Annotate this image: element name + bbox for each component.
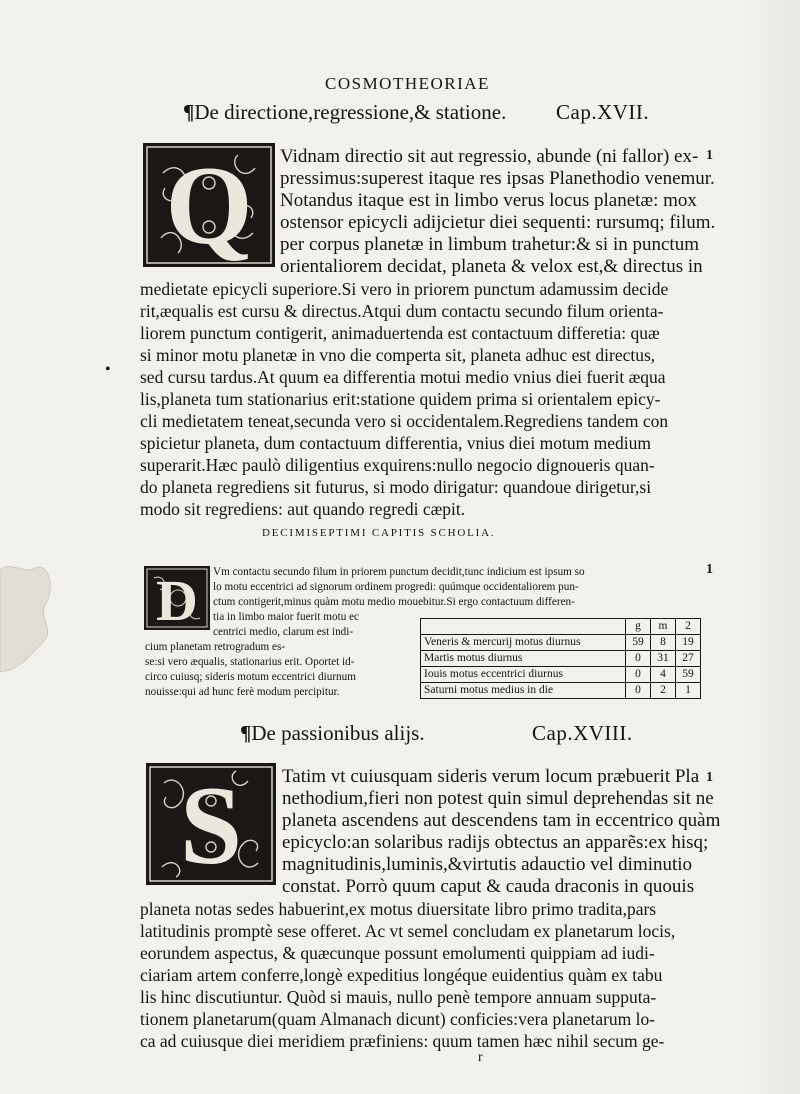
ch18-line: eorundem aspectus, & quæcunque possunt emolumenti quippiam ad iudi- [140, 943, 655, 963]
scholia-line: tia in limbo maior fuerit motu ec [213, 611, 360, 623]
ch17-line: Vidnam directio sit aut regressio, abunde (ni fallor) ex- [280, 146, 699, 167]
ch17-line: medietate epicycli superiore.Si vero in priorem punctum adamussim decide [140, 279, 669, 299]
ch18-line: ciariam artem conferre,longè expeditius longéque euidentius quàm ex tabu [140, 965, 663, 985]
table-row [421, 635, 701, 651]
table-header-row [421, 619, 701, 635]
decorated-initial-q [143, 143, 275, 267]
chapter-17-margin-number: 1 [706, 148, 713, 163]
chapter-18-number: Cap.XVIII. [532, 721, 633, 745]
ch17-line: Notandus itaque est in limbo verus locus planetæ: mox [280, 190, 697, 211]
ch17-line: pressimus:superest itaque res ipsas Planethodio venemur. [280, 168, 715, 189]
chapter-18-title: De passionibus alijs. [251, 721, 425, 745]
ch17-line: superarit.Hæc paulò diligentius exquirens:nullo negocio dignoueris quan- [140, 455, 655, 475]
pilcrow-icon: ¶ [240, 721, 252, 745]
table-header-cell [421, 619, 626, 635]
ch17-line: per corpus planetæ in limbum trahetur:& si in punctum [280, 234, 699, 255]
ch17-line: cli medietatem teneat,secunda vero si occidentalem.Regrediens tandem con [140, 411, 669, 431]
pilcrow-icon: ¶ [183, 100, 195, 124]
table-row-label: Veneris & mercurij motus diurnus [421, 635, 626, 651]
ch17-line: orientaliorem decidat, planeta & velox est,& directus in [280, 256, 703, 277]
ch18-line: planeta ascendens aut descendens tam in eccentrico quàm [282, 810, 721, 831]
scholia-line: ctum contigerit,minus quàm motu medio mouebitur.Si ergo contactuum differen- [213, 596, 575, 608]
ch18-line: ca ad cuiusque diei meridiem præfiniens: quum tamen hæc nihil secum ge- [140, 1031, 665, 1051]
table-cell: 59 [626, 635, 651, 651]
ch17-line: sed cursu tardus.At quum ea differentia motui medio vnius diei fuerit æqua [140, 367, 666, 387]
margin-dot: • [105, 361, 111, 378]
scholia-line: lo motu eccentrici ad signorum ordinem progredi: quúmque occidentaliorem pun- [213, 581, 579, 593]
daily-motion-table [420, 618, 701, 699]
table-cell: 0 [626, 683, 651, 699]
table-cell: 2 [651, 683, 676, 699]
table-row [421, 651, 701, 667]
chapter-17-title: De directione,regressione,& statione. [194, 100, 507, 124]
floral-initial-icon [146, 763, 276, 885]
ch18-line: lis hinc discutiuntur. Quòd si mauis, nullo penè tempore annuam supputa- [140, 987, 657, 1007]
ch18-line: epicyclo:an solaribus radijs obtectus an apparẽs:ex hisq; [282, 832, 709, 853]
ch17-line: rit,æqualis est cursu & directus.Atqui dum contactu secundo filum orienta- [140, 301, 664, 321]
scholia-line: nouisse:qui ad hunc ferè modum percipitur. [145, 686, 340, 698]
folio-mark: r [478, 1050, 483, 1065]
ch17-line: ostensor epicycli adijcietur diei sequenti: rursumq; filum. [280, 212, 716, 233]
table-row-label: Martis motus diurnus [421, 651, 626, 667]
ch18-line: Tatim vt cuiusquam sideris verum locum præbuerit Pla [282, 766, 700, 787]
table-cell: 4 [651, 667, 676, 683]
scholia-line: centrici medio, clarum est indi- [213, 626, 354, 638]
scholia-line: cium planetam retrogradum es- [145, 641, 286, 653]
chapter-18-heading [240, 721, 425, 746]
table-cell: 8 [651, 635, 676, 651]
table-cell: 27 [676, 651, 701, 667]
svg-text:Q: Q [165, 144, 253, 267]
table-cell: 59 [676, 667, 701, 683]
scholia-line: se:si vero æqualis, stationarius erit. Oportet id- [145, 656, 355, 668]
running-head: COSMOTHEORIAE [325, 74, 490, 93]
table-row-label: Iouis motus eccentrici diurnus [421, 667, 626, 683]
floral-initial-icon [143, 143, 275, 267]
decorated-initial-d [144, 566, 210, 630]
ch18-line: latitudinis promptè sese offeret. Ac vt semel concludam ex planetarum locis, [140, 921, 676, 941]
svg-text:D: D [156, 568, 198, 630]
decorated-initial-s [146, 763, 276, 885]
ch17-line: si minor motu planetæ in vno die comperta sit, planeta adhuc est directus, [140, 345, 656, 365]
table-cell: 0 [626, 651, 651, 667]
scholia-line: Vm contactu secundo filum in priorem punctum decidit,tunc indicium est ipsum so [213, 566, 585, 578]
chapter-17-heading [183, 100, 506, 125]
ch18-line: nethodium,fieri non potest quin simul deprehendas sit ne [282, 788, 714, 809]
table-row [421, 683, 701, 699]
floral-initial-icon [144, 566, 210, 630]
table-header-cell: g [626, 619, 651, 635]
table-header-cell: 2 [676, 619, 701, 635]
ch17-line: liorem punctum contigerit, animaduertenda est contactuum differetia: quæ [140, 323, 660, 343]
scholia-heading: DECIMISEPTIMI CAPITIS SCHOLIA. [262, 527, 496, 539]
table-row [421, 667, 701, 683]
ch17-line: lis,planeta tum stationarius erit:statione quidem prima si orientalem epicy- [140, 389, 661, 409]
table-header-cell: m [651, 619, 676, 635]
ch18-line: tionem planetarum(quam Almanach dicunt) conficies:vera planetarum lo- [140, 1009, 656, 1029]
table-cell: 0 [626, 667, 651, 683]
chapter-17-number: Cap.XVII. [556, 100, 650, 124]
scholia-line: circo cuiusq; sideris motum eccentrici diurnum [145, 671, 356, 683]
ch18-line: planeta notas sedes habuerint,ex motus diuersitate libro primo tradita,pars [140, 899, 657, 919]
ch17-line: modo sit regrediens: aut quando regredi cæpit. [140, 499, 466, 519]
ch18-line: magnitudinis,luminis,&virtutis adauctio vel diminutio [282, 854, 693, 875]
table-cell: 31 [651, 651, 676, 667]
table-cell: 1 [676, 683, 701, 699]
table-row-label: Saturni motus medius in die [421, 683, 626, 699]
ch18-line: constat. Porrò quum caput & cauda draconis in quouis [282, 876, 695, 897]
svg-text:S: S [179, 764, 243, 885]
table-cell: 19 [676, 635, 701, 651]
ch17-line: do planeta regrediens sit futurus, si modo dirigatur: quandoue dirigetur,si [140, 477, 652, 497]
scholia-margin-number: 1 [706, 562, 713, 577]
torn-paper-edge [0, 560, 60, 680]
page-edge-shadow [740, 0, 800, 1094]
ch17-line: spicietur planeta, dum contactuum differentia, vnius diei motum medium [140, 433, 651, 453]
chapter-18-margin-number: 1 [706, 770, 713, 785]
